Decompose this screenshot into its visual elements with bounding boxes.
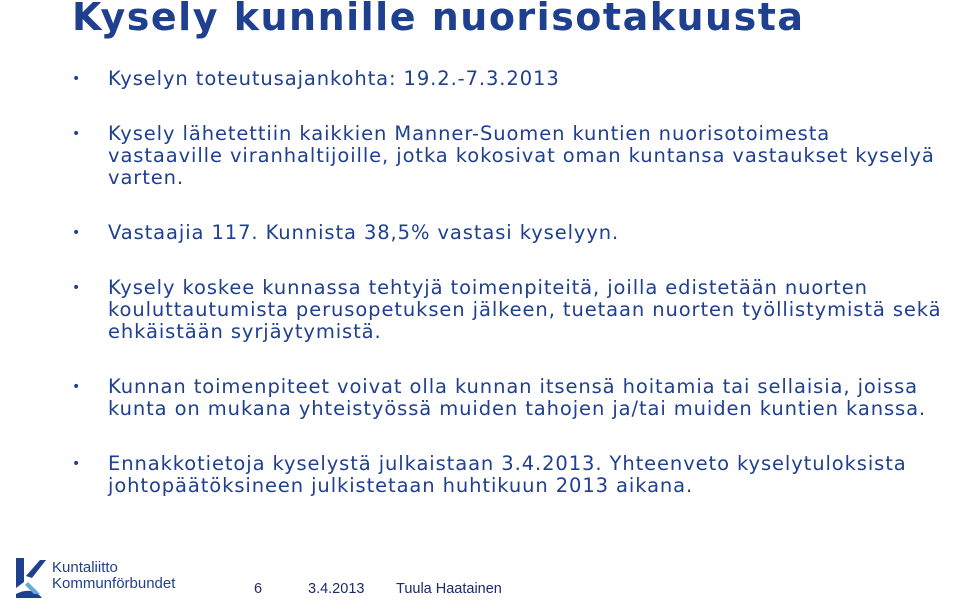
bullet-text: Kunnan toimenpiteet voivat olla kunnan itsensä hoitamia tai sellaisia, joissa kunta on mukana yhteistyössä muiden tahojen ja/tai muiden kuntien kanssa. (108, 375, 927, 420)
kuntaliitto-logo-icon (12, 554, 46, 600)
bullet-item (68, 222, 948, 244)
bullet-text: Ennakkotietoja kyselystä julkaistaan 3.4.2013. Yhteenveto kyselytuloksista johtopäätöksineen julkistetaan huhtikuun 2013 aikana. (108, 452, 907, 497)
footer-author: Tuula Haatainen (396, 581, 502, 597)
logo-line-2: Kommunförbundet (52, 575, 176, 592)
bullet-item (68, 453, 948, 497)
bullet-dot-icon: • (72, 379, 82, 395)
bullet-dot-icon: • (72, 225, 82, 241)
bullet-dot-icon: • (72, 280, 82, 296)
footer-date: 3.4.2013 (308, 581, 365, 597)
bullet-item (68, 123, 948, 189)
footer-page-number: 6 (254, 581, 263, 597)
slide-title: Kysely kunnille nuorisotakuusta (72, 0, 805, 39)
bullet-list (68, 62, 948, 497)
bullet-item (68, 277, 948, 343)
bullet-text: Kysely koskee kunnassa tehtyjä toimenpiteitä, joilla edistetään nuorten kouluttautumista perusopetuksen jälkeen, tuetaan nuorten työllistymistä sekä ehkäistään syrjäytymistä. (108, 276, 942, 343)
bullet-dot-icon: • (72, 456, 82, 472)
bullet-text: Vastaajia 117. Kunnista 38,5% vastasi kyselyyn. (108, 221, 620, 244)
logo-line-1: Kuntaliitto (52, 559, 118, 576)
bullet-text: Kysely lähetettiin kaikkien Manner-Suomen kuntien nuorisotoimesta vastaaville viranhaltijoille, jotka kokosivat oman kuntansa vastaukset kyselyä varten. (108, 122, 935, 189)
kuntaliitto-logo (12, 554, 202, 600)
bullet-text: Kyselyn toteutusajankohta: 19.2.-7.3.2013 (108, 67, 560, 90)
bullet-dot-icon: • (72, 71, 82, 87)
bullet-item (68, 376, 948, 420)
bullet-dot-icon: • (72, 126, 82, 142)
bullet-item (68, 68, 948, 90)
